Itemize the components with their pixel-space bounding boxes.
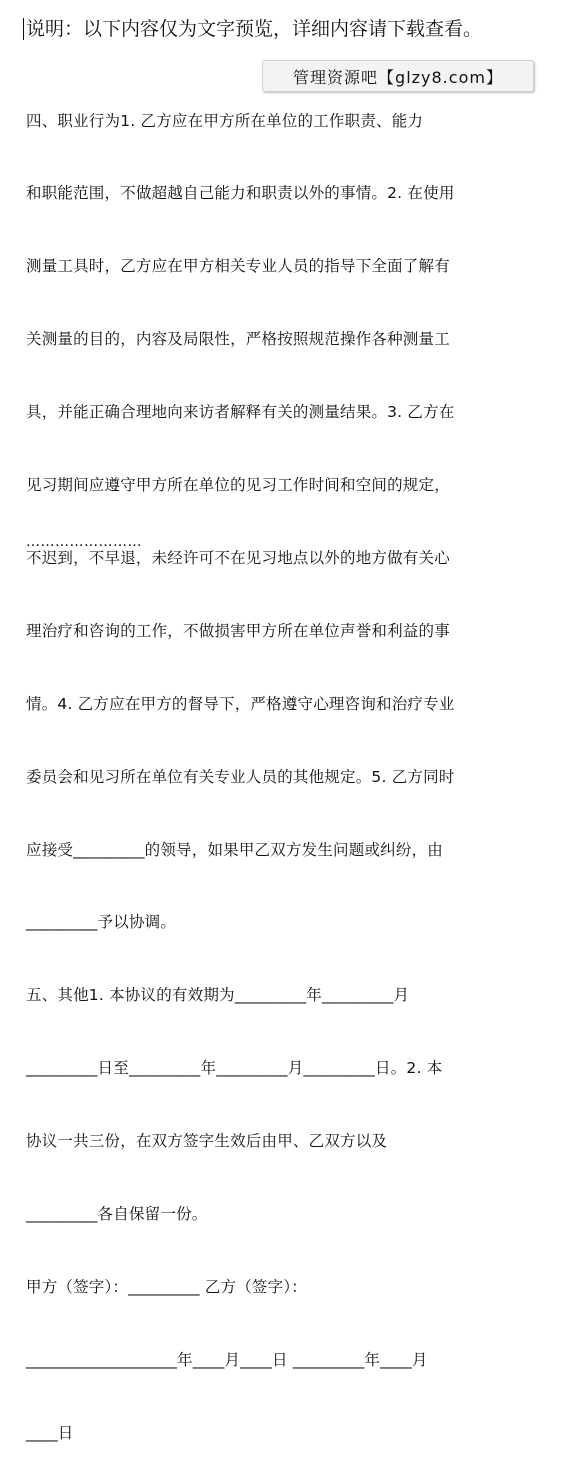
- doc-line: _________予以协调。: [26, 913, 177, 932]
- doc-line: 具，并能正确合理地向来访者解释有关的测量结果。3. 乙方在: [26, 403, 455, 422]
- doc-line: 协议一共三份，在双方签字生效后由甲、乙双方以及: [26, 1132, 388, 1151]
- doc-line: 情。4. 乙方应在甲方的督导下，严格遵守心理咨询和治疗专业: [26, 694, 455, 713]
- text-cursor: [23, 18, 24, 40]
- doc-line: 应接受_________的领导，如果甲乙双方发生问题或纠纷，由: [26, 840, 443, 859]
- doc-line: 见习期间应遵守甲方所在单位的见习工作时间和空间的规定，: [26, 476, 450, 495]
- watermark-banner: 管理资源吧【glzy8.com】: [262, 60, 534, 92]
- doc-line: 五、其他1. 本协议的有效期为_________年_________月: [26, 986, 410, 1005]
- preview-notice: 说明：以下内容仅为文字预览，详细内容请下载查看。: [26, 18, 483, 40]
- doc-line: _________日至_________年_________月_________日。2. 本: [26, 1059, 443, 1078]
- doc-line: _________各自保留一份。: [26, 1204, 208, 1223]
- doc-line: 四、职业行为1. 乙方应在甲方所在单位的工作职责、能力: [26, 111, 424, 130]
- truncation-ellipsis: ……………………: [26, 534, 142, 550]
- doc-line: 甲方（签字）：_________ 乙方（签字）：: [26, 1277, 307, 1296]
- document-body: [26, 60, 556, 1469]
- doc-line: 委员会和见习所在单位有关专业人员的其他规定。5. 乙方同时: [26, 767, 455, 786]
- doc-line: 理治疗和咨询的工作，不做损害甲方所在单位声誉和利益的事: [26, 621, 450, 640]
- doc-line: 关测量的目的，内容及局限性，严格按照规范操作各种测量工: [26, 330, 450, 349]
- doc-line: ___________________年____月____日 _________年____月: [26, 1350, 428, 1369]
- doc-line: ____日: [26, 1423, 74, 1442]
- doc-line: 测量工具时，乙方应在甲方相关专业人员的指导下全面了解有: [26, 257, 450, 276]
- doc-line: 和职能范围，不做超越自己能力和职责以外的事情。2. 在使用: [26, 184, 455, 203]
- doc-line: 不迟到，不早退，未经许可不在见习地点以外的地方做有关心: [26, 548, 450, 567]
